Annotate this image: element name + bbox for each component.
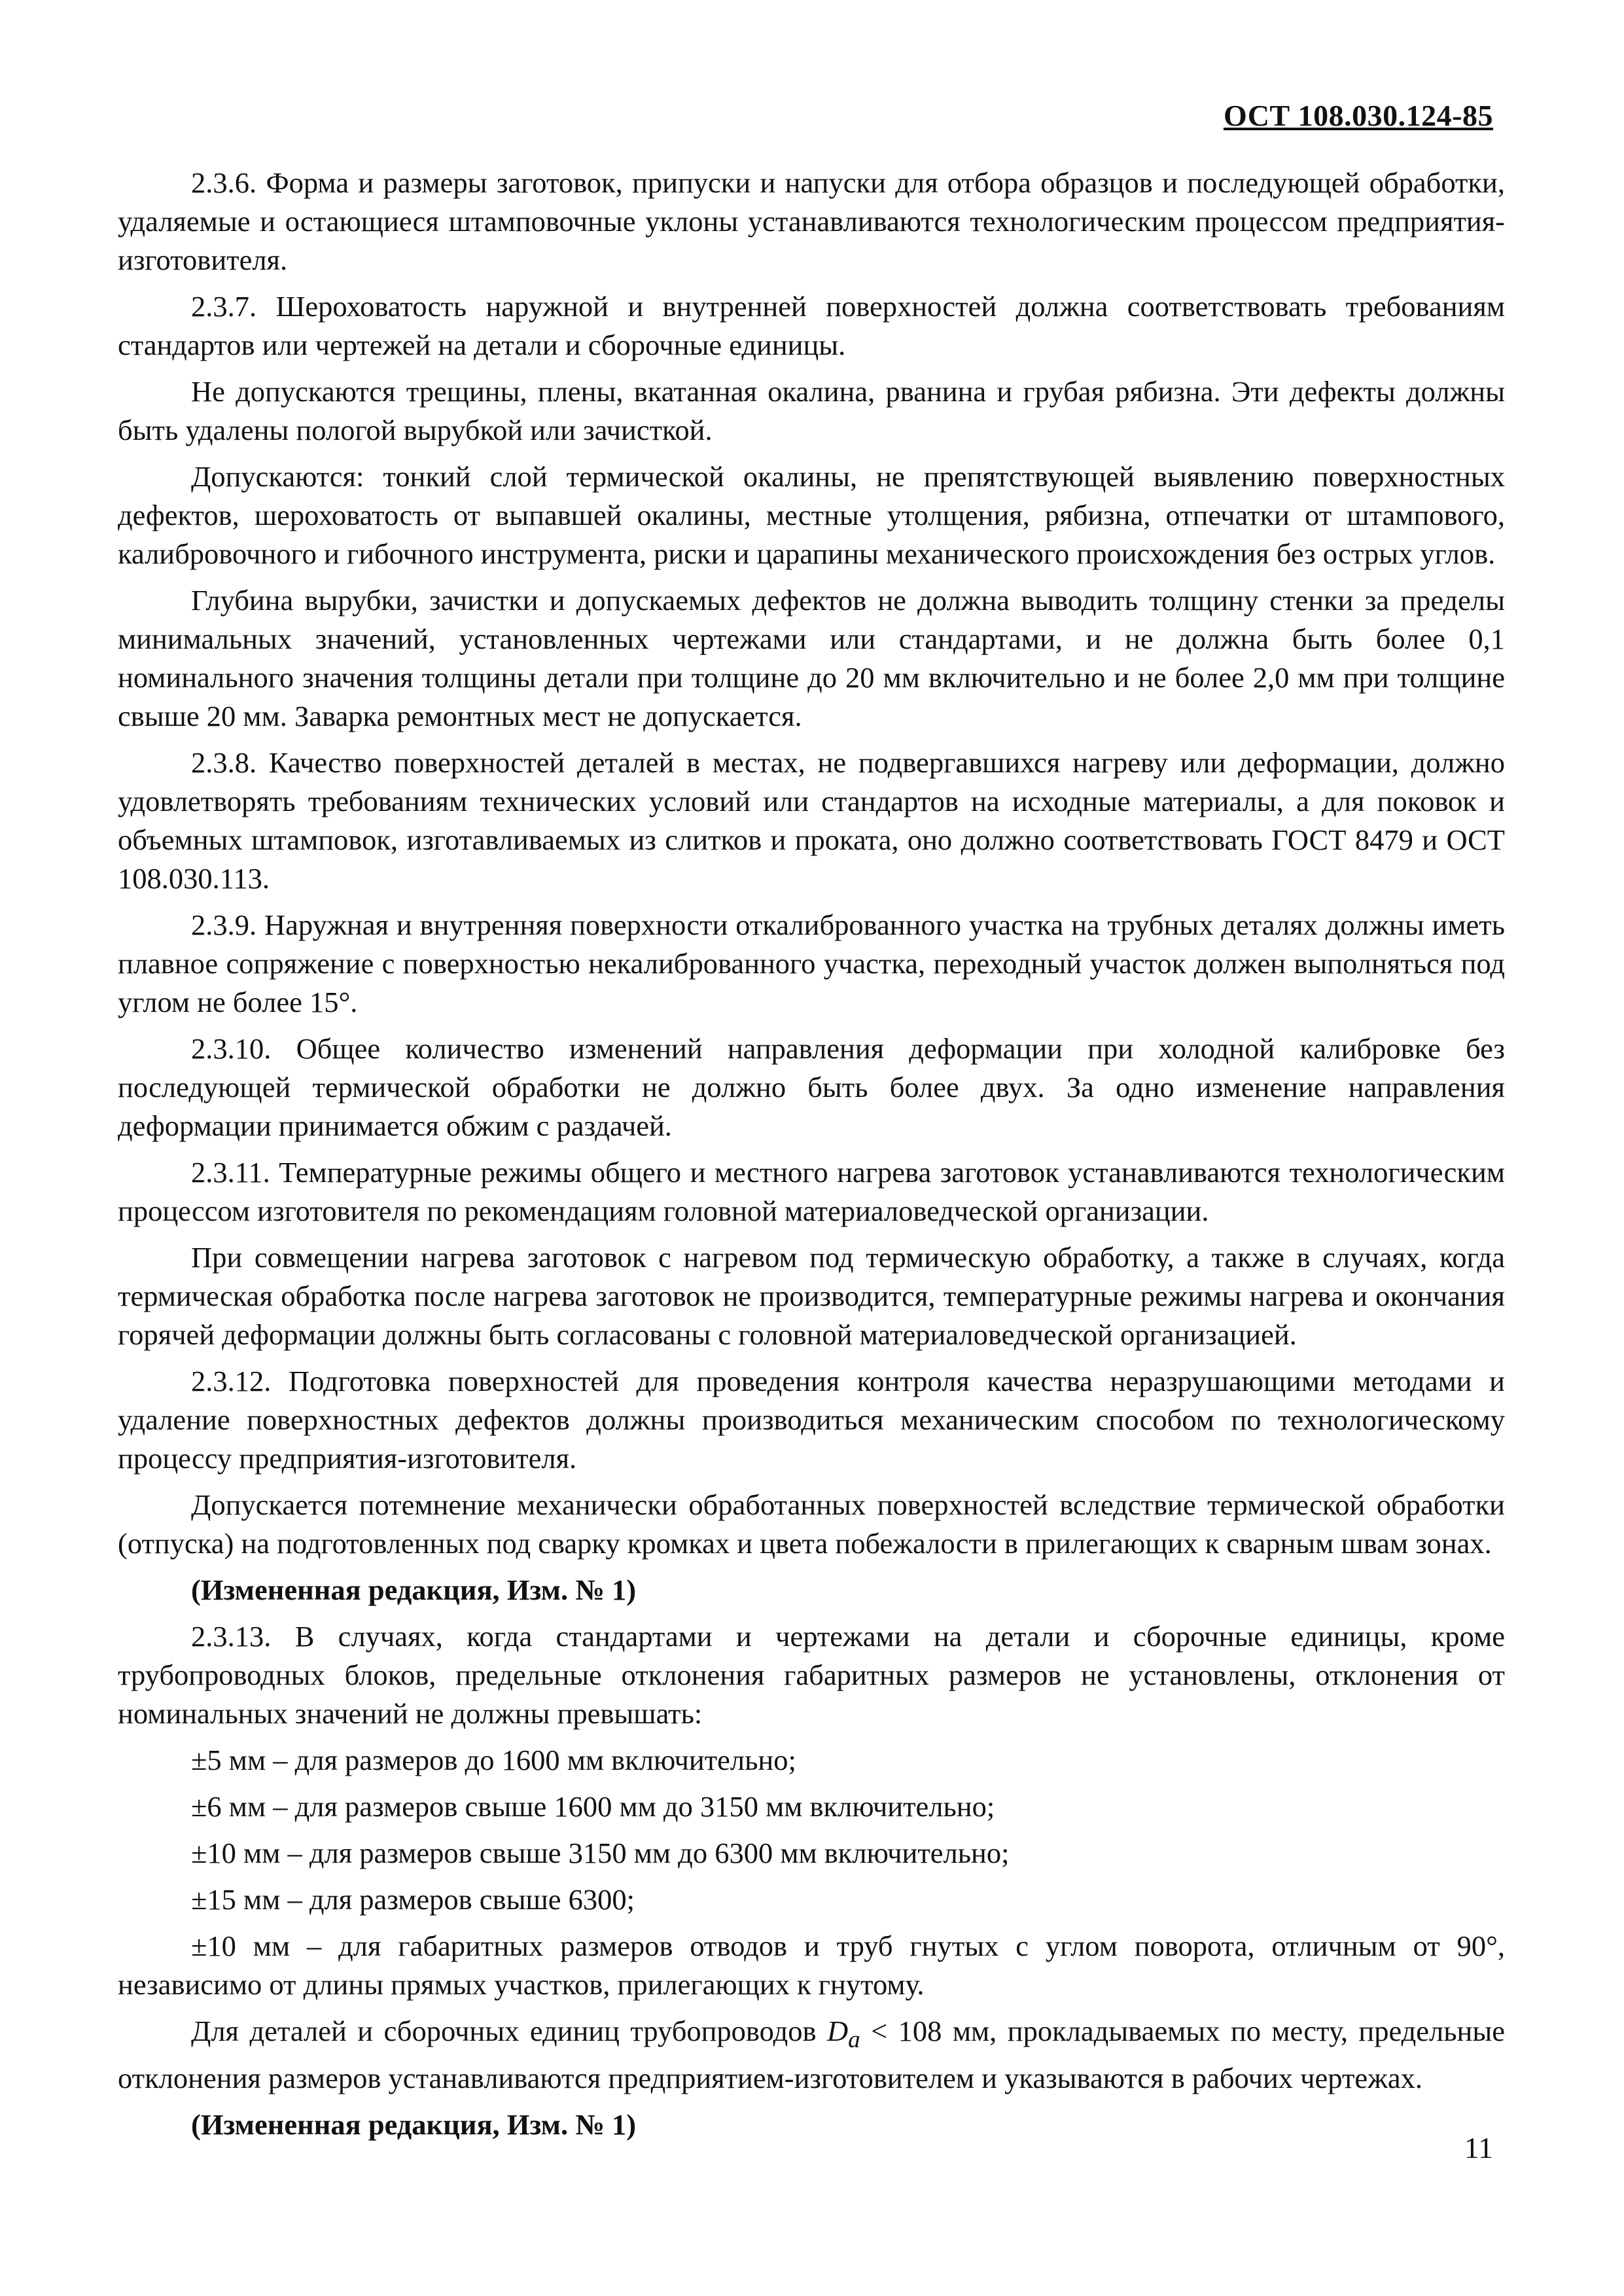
pipeline-text-after: < 108 мм, прокладываемых по месту, предельные отклонения размеров устанавливаются предприятием-изготовителем и указываются в рабочих чертежах. [118, 2015, 1505, 2094]
tolerance-item: ±5 мм – для размеров до 1600 мм включительно; [191, 1744, 796, 1776]
tolerance-item: ±15 мм – для размеров свыше 6300; [191, 1883, 635, 1916]
paragraph-2-3-13: 2.3.13. В случаях, когда стандартами и чертежами на детали и сборочные единицы, кроме трубопроводных блоков, предельные отклонения габаритных размеров не установлены, отклонения от номинальных значений не должны превышать: [118, 1620, 1505, 1730]
tolerance-item: ±6 мм – для размеров свыше 1600 мм до 3150 мм включительно; [191, 1790, 995, 1823]
paragraph-2-3-9: 2.3.9. Наружная и внутренняя поверхности откалиброванного участка на трубных деталях должны иметь плавное сопряжение с поверхностью некалиброванного участка, переходный участок должен выполняться под углом не более 15°. [118, 908, 1505, 1018]
paragraph-depth-limits: Глубина вырубки, зачистки и допускаемых дефектов не должна выводить толщину стенки за пределы минимальных значений, установленных чертежами или стандартами, и не должна быть более 0,1 номинального значения толщины детали при толщине до 20 мм включительно и не более 2,0 мм при толщине свыше 20 мм. Заварка ремонтных мест не допускается. [118, 584, 1505, 732]
paragraph-defects-allowed: Допускаются: тонкий слой термической окалины, не препятствующей выявлению поверхностных дефектов, шероховатость от выпавшей окалины, местные утолщения, рябизна, отпечатки от штампового, калибровочного и гибочного инструмента, риски и царапины механического происхождения без острых углов. [118, 460, 1505, 570]
page-number: 11 [1464, 2131, 1493, 2164]
paragraph-2-3-7: 2.3.7. Шероховатость наружной и внутренней поверхностей должна соответствовать требованиям стандартов или чертежей на детали и сборочные единицы. [118, 290, 1505, 361]
tolerance-item: ±10 мм – для размеров свыше 3150 мм до 6300 мм включительно; [191, 1837, 1010, 1869]
paragraph-combined-heating: При совмещении нагрева заготовок с нагревом под термическую обработку, а также в случаях, когда термическая обработка после нагрева заготовок не производится, температурные режимы нагрева и окончания горячей деформации должны быть согласованы с головной материаловедческой организацией. [118, 1241, 1505, 1351]
tolerance-item-bends: ±10 мм – для габаритных размеров отводов и труб гнутых с углом поворота, отличным от 90°, независимо от длины прямых участков, прилегающих к гнутому. [118, 1929, 1505, 2001]
paragraph-defects-not-allowed: Не допускаются трещины, плены, вкатанная окалина, рванина и грубая рябизна. Эти дефекты должны быть удалены пологой вырубкой или зачисткой. [118, 375, 1505, 446]
pipeline-text-before: Для деталей и сборочных единиц трубопроводов [191, 2015, 827, 2047]
paragraph-2-3-10: 2.3.10. Общее количество изменений направления деформации при холодной калибровке без последующей термической обработки не должно быть более двух. За одно изменение направления деформации принимается обжим с раздачей. [118, 1032, 1505, 1142]
diameter-symbol: D [826, 2015, 849, 2047]
paragraph-2-3-11: 2.3.11. Температурные режимы общего и местного нагрева заготовок устанавливаются технологическим процессом изготовителя по рекомендациям головной материаловедческой организации. [118, 1156, 1505, 1227]
paragraph-2-3-12: 2.3.12. Подготовка поверхностей для проведения контроля качества неразрушающими методами и удаление поверхностных дефектов должны производиться механическим способом по технологическому процессу предприятия-изготовителя. [118, 1365, 1505, 1475]
diameter-subscript: a [848, 2026, 860, 2053]
amendment-note: (Измененная редакция, Изм. № 1) [191, 1573, 637, 1606]
paragraph-pipelines [118, 2012, 1505, 2098]
amendment-note: (Измененная редакция, Изм. № 1) [191, 2108, 637, 2141]
paragraph-2-3-6: 2.3.6. Форма и размеры заготовок, припуски и напуски для отбора образцов и последующей обработки, удаляемые и остающиеся штамповочные уклоны устанавливаются технологическим процессом предприятия-изготовителя. [118, 166, 1505, 276]
document-body [118, 164, 1505, 2152]
document-code-header: ОСТ 108.030.124-85 [1223, 99, 1493, 132]
paragraph-2-3-8: 2.3.8. Качество поверхностей деталей в местах, не подвергавшихся нагреву или деформации, должно удовлетворять требованиям технических условий или стандартов на исходные материалы, а для поковок и объемных штамповок, изготавливаемых из слитков и проката, оно должно соответствовать ГОСТ 8479 и ОСТ 108.030.113. [118, 746, 1505, 895]
paragraph-darkening: Допускается потемнение механически обработанных поверхностей вследствие термической обработки (отпуска) на подготовленных под сварку кромках и цвета побежалости в прилегающих к сварным швам зонах. [118, 1488, 1505, 1560]
